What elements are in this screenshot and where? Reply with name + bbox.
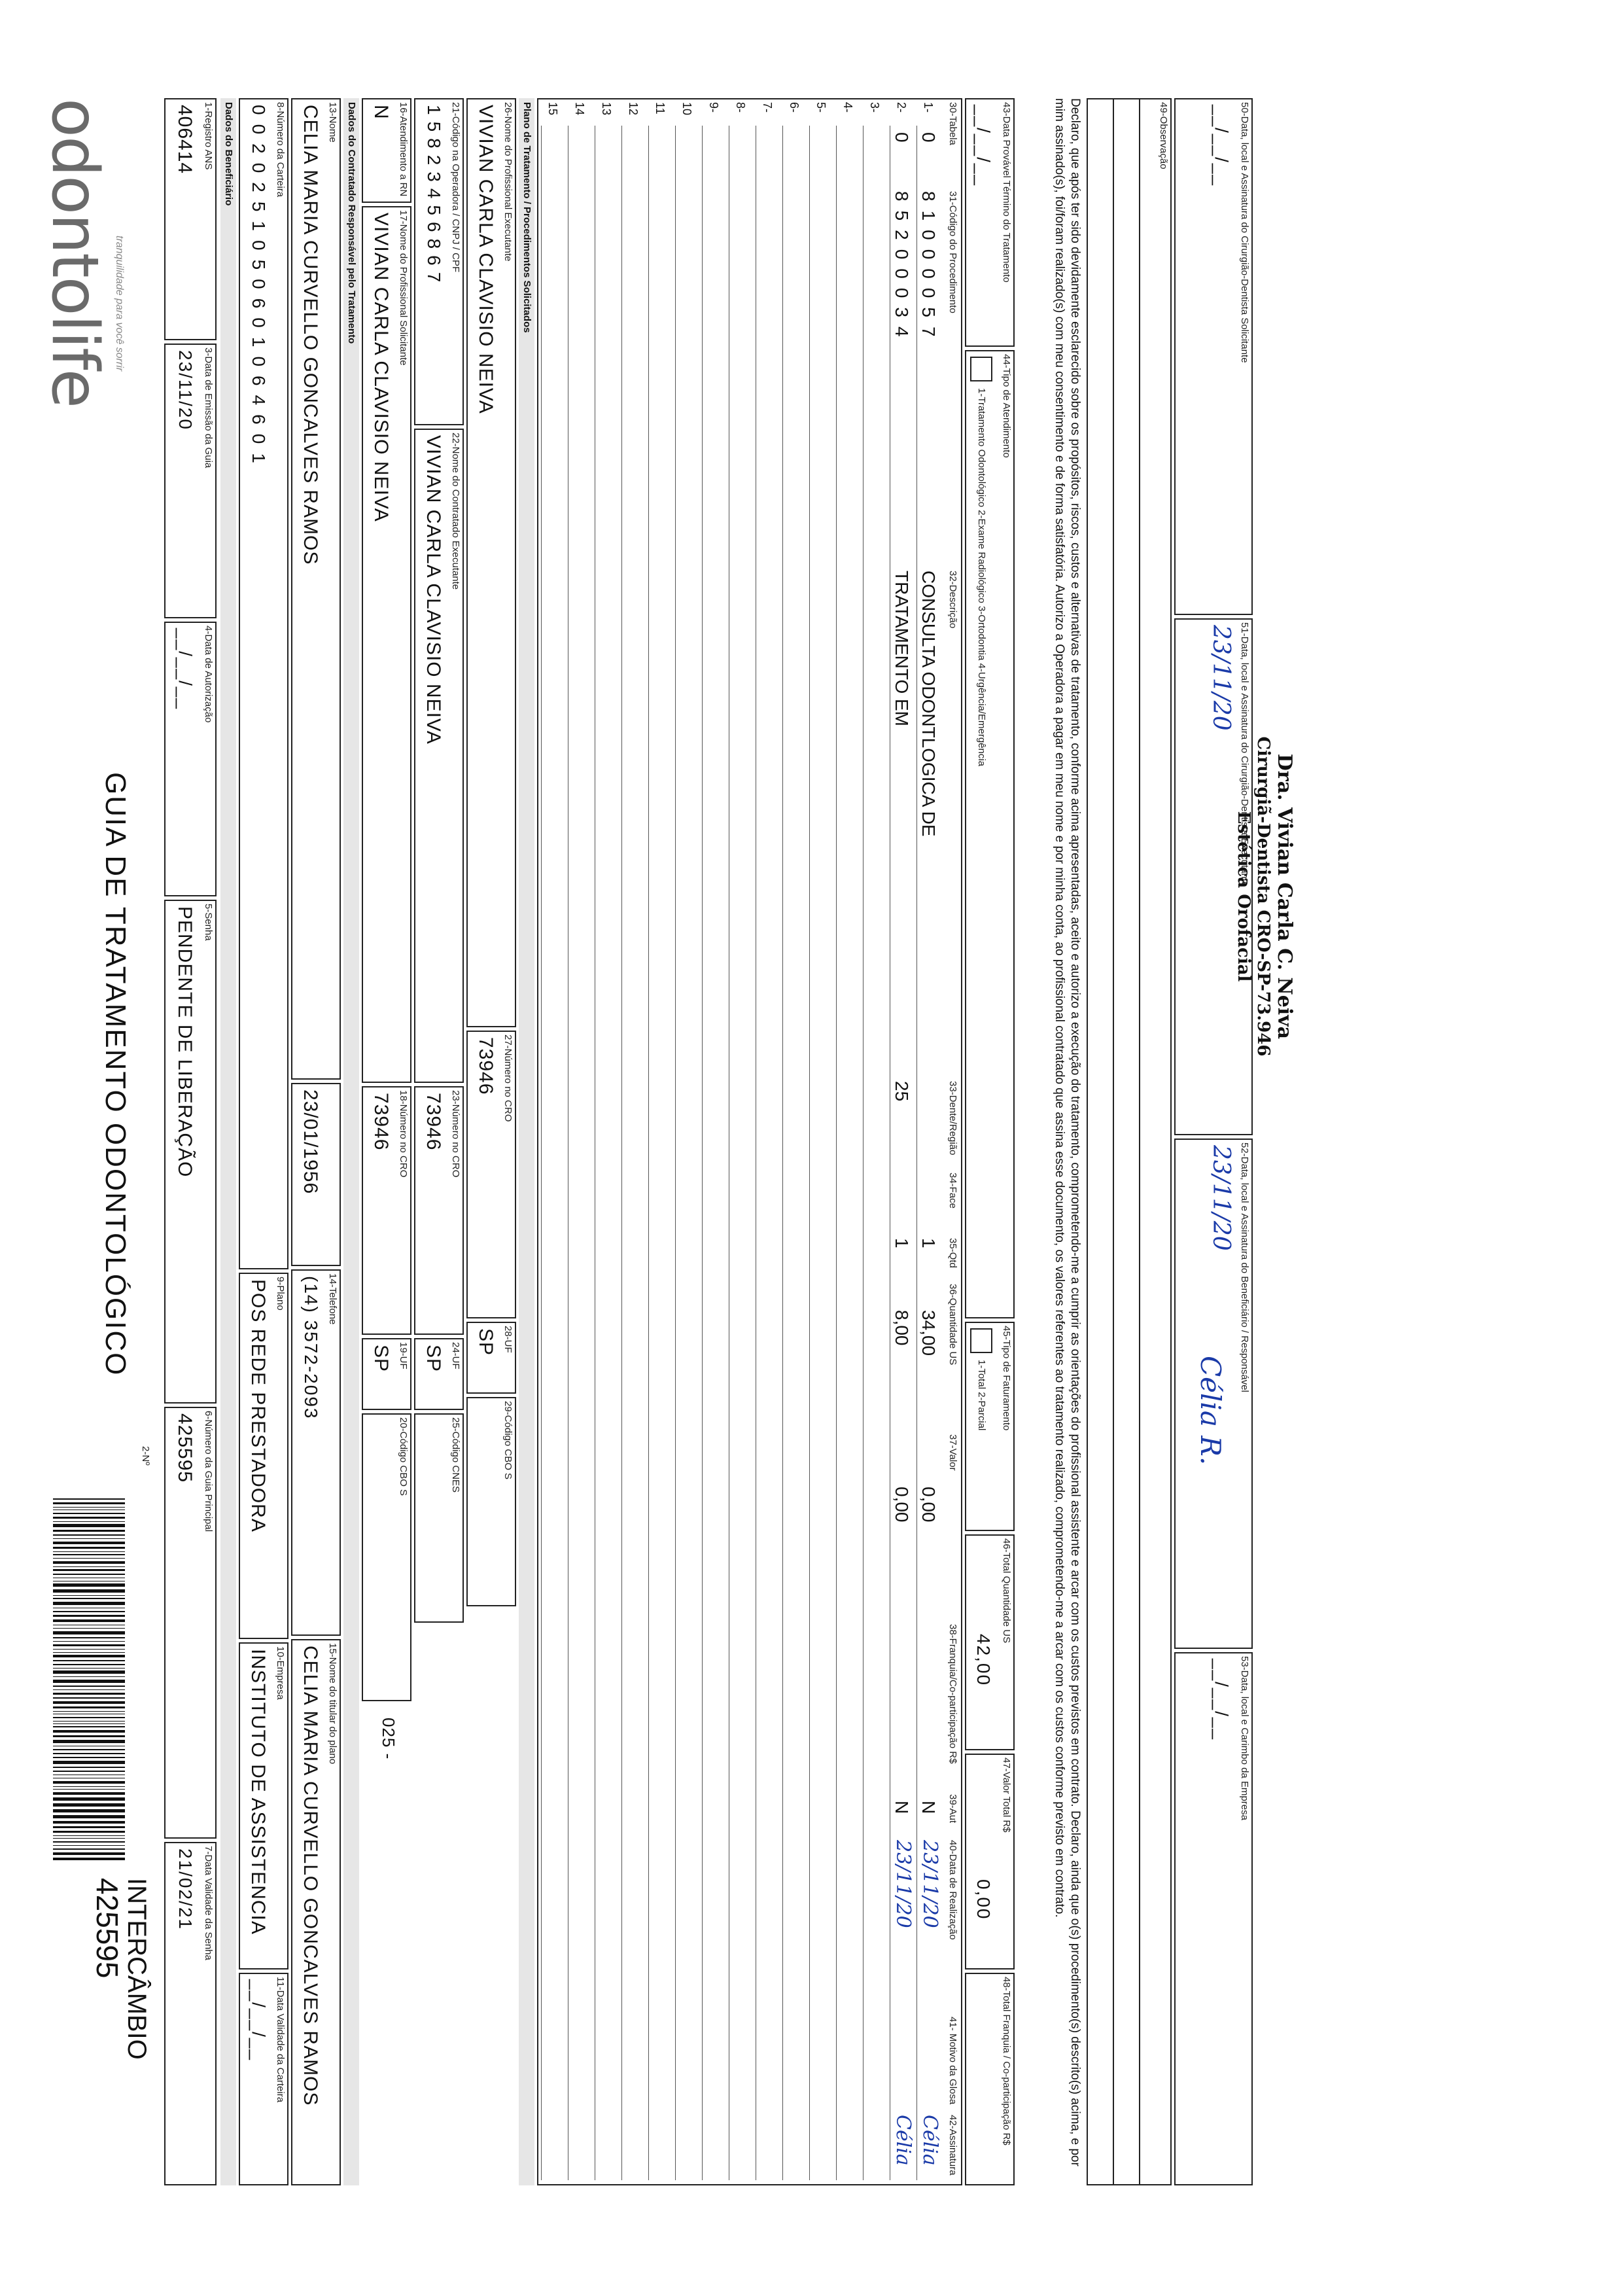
barcode-bar bbox=[53, 1689, 125, 1690]
col-desc-header: 32-Descrição bbox=[947, 571, 958, 629]
table-row bbox=[646, 99, 673, 2184]
cro3-field bbox=[466, 1031, 516, 1318]
barcode-bar bbox=[53, 1670, 125, 1674]
cro-value: 73946 bbox=[370, 1093, 392, 1151]
col-sign-header: 42-Assinatura bbox=[947, 2115, 958, 2176]
barcode-bar bbox=[53, 1611, 125, 1612]
uf2-value: SP bbox=[423, 1345, 444, 1373]
authorization-date-value: __/__/__ bbox=[175, 628, 196, 710]
uf3-field bbox=[466, 1322, 516, 1394]
table-row bbox=[700, 99, 727, 2184]
barcode-bar bbox=[53, 1558, 125, 1559]
barcode-bar bbox=[53, 1569, 125, 1571]
barcode-bar bbox=[53, 1530, 125, 1532]
barcode-bar bbox=[53, 1717, 125, 1718]
sig51-label: 51-Data, local e Assinatura do Cirurgião-Dentista Executante bbox=[1239, 622, 1250, 887]
card-number-value: 0020251050601064601 bbox=[249, 105, 269, 472]
table-row bbox=[673, 99, 700, 2184]
barcode-bar bbox=[53, 1797, 125, 1801]
table-row bbox=[539, 99, 566, 2184]
form-title: GUIA DE TRATAMENTO ODONTOLÓGICO bbox=[99, 772, 131, 1377]
uf-label: 19-UF bbox=[398, 1342, 409, 1369]
cell-table: 0 bbox=[918, 132, 939, 143]
main-guide-label: 6-Número da Guia Principal bbox=[203, 1411, 214, 1532]
col-code-header: 31-Código do Procedimento bbox=[947, 191, 958, 313]
col-face-header: 34-Face bbox=[947, 1173, 958, 1209]
password-field bbox=[164, 900, 217, 1404]
card-number-label: 8-Número da Carteira bbox=[275, 102, 286, 198]
barcode-bar bbox=[53, 1561, 125, 1564]
contractor-value: VIVIAN CARLA CLAVISIO NEIVA bbox=[423, 435, 444, 745]
sig53-field bbox=[1174, 1652, 1253, 2185]
barcode-bar bbox=[53, 1595, 125, 1596]
cbos-label: 20-Código CBO S bbox=[398, 1417, 409, 1496]
barcode-bar bbox=[53, 1628, 125, 1629]
barcode-bar bbox=[53, 1660, 125, 1661]
barcode-bar bbox=[53, 1706, 125, 1708]
col-reason-header: 41- Motivo da Glosa bbox=[947, 2017, 958, 2105]
cbos-field bbox=[362, 1413, 411, 1701]
barcode-bar bbox=[53, 1680, 125, 1683]
requester-value: VIVIAN CARLA CLAVISIO NEIVA bbox=[370, 213, 392, 522]
cell-value: 0,00 bbox=[918, 1487, 939, 1523]
barcode-bar bbox=[53, 1826, 125, 1828]
executor-label: 26-Nome do Profissional Executante bbox=[502, 102, 514, 262]
contractor-label: 22-Nome do Contratado Executante bbox=[450, 433, 461, 590]
cell-n: 10 bbox=[680, 102, 693, 116]
stamp-line2: Cirurgiã-Dentista CRO-SP-73.946 bbox=[1253, 736, 1273, 1057]
barcode-bar bbox=[53, 1721, 125, 1722]
requester-label: 17-Nome do Profissional Solicitante bbox=[398, 210, 409, 366]
cro3-label: 27-Número no CRO bbox=[502, 1034, 514, 1122]
table-row bbox=[620, 99, 646, 2184]
sig52-field bbox=[1174, 1139, 1253, 1649]
table-row bbox=[834, 99, 861, 2184]
col-value-header: 37-Valor bbox=[947, 1434, 958, 1471]
barcode-bar bbox=[53, 1513, 125, 1514]
barcode-bar bbox=[53, 1521, 125, 1522]
logo-tagline: tranquilidade para você sorrir bbox=[114, 236, 125, 372]
barcode-bar bbox=[53, 1652, 125, 1653]
total-copay-field bbox=[965, 1973, 1015, 2185]
cell-us: 34,00 bbox=[918, 1310, 939, 1356]
barcode-bar bbox=[53, 1711, 125, 1712]
total-value-label: 47-Valor Total R$ bbox=[1001, 1757, 1012, 1833]
total-us-value: 42,00 bbox=[973, 1634, 994, 1687]
total-value-value: 0,00 bbox=[973, 1879, 994, 1920]
barcode-bar bbox=[53, 1554, 125, 1555]
sig52-date: 23/11/20 bbox=[1208, 1145, 1234, 1251]
cell-code: 85200034 bbox=[892, 191, 912, 346]
uf2-field bbox=[414, 1338, 464, 1410]
barcode-bar bbox=[53, 1551, 125, 1552]
barcode-bar bbox=[53, 1686, 125, 1687]
barcode-bar bbox=[53, 1701, 125, 1704]
end-date-value: __/__/__ bbox=[973, 105, 994, 186]
barcode-bar bbox=[53, 1668, 125, 1669]
care-type-field bbox=[965, 350, 1015, 1318]
barcode-bar bbox=[53, 1655, 125, 1657]
uf3-value: SP bbox=[475, 1328, 497, 1356]
birth-date-value: 23/01/1956 bbox=[300, 1089, 321, 1195]
stamp-line3: Estética Orofacial bbox=[1234, 811, 1253, 982]
billing-type-box[interactable] bbox=[970, 1328, 992, 1353]
requester-field bbox=[362, 206, 411, 1083]
password-validity-label: 7-Data Validade da Senha bbox=[203, 1846, 214, 1960]
cell-us: 8,00 bbox=[892, 1310, 912, 1346]
col-date-header: 40-Data de Realização bbox=[947, 1840, 958, 1940]
cell-sign: Célia bbox=[892, 2115, 915, 2166]
procedures-table bbox=[537, 98, 962, 2185]
company-field bbox=[239, 1642, 288, 1969]
rn-value: N bbox=[370, 105, 392, 120]
cbos3-label: 29-Código CBO S bbox=[502, 1401, 514, 1480]
card-validity-value: __/__/__ bbox=[249, 1979, 269, 2061]
barcode-bar bbox=[53, 1838, 125, 1839]
company-label: 10-Empresa bbox=[275, 1646, 286, 1700]
contractor-field bbox=[414, 429, 464, 1083]
cell-date: 23/11/20 bbox=[918, 1840, 941, 1928]
barcode-bar bbox=[53, 1821, 125, 1824]
barcode-bar bbox=[53, 1664, 125, 1665]
guide-type: INTERCÂMBIO bbox=[122, 1878, 151, 2060]
barcode-bar bbox=[53, 1771, 125, 1772]
cell-qty: 1 bbox=[918, 1238, 939, 1248]
cell-sign: Célia bbox=[918, 2115, 941, 2166]
cell-n: 5- bbox=[814, 102, 828, 113]
phone-value: (14) 3572-2093 bbox=[301, 1276, 321, 1420]
cro-label: 18-Número no CRO bbox=[398, 1090, 409, 1178]
operator-code-label: 21-Código na Operadora / CNPJ / CPF bbox=[450, 102, 461, 273]
cnes-label: 25-Código CNES bbox=[450, 1417, 461, 1493]
cell-n: 6- bbox=[788, 102, 801, 113]
table-row bbox=[754, 99, 780, 2184]
cnes-field bbox=[414, 1413, 464, 1623]
holder-name-label: 15-Nome do titular do plano bbox=[327, 1643, 338, 1765]
end-date-label: 43-Data Provável Término do Tratamento bbox=[1001, 102, 1012, 283]
copy-number-label: 2-Nº bbox=[140, 1446, 151, 1466]
cell-n: 14 bbox=[573, 102, 586, 116]
beneficiary-section-header: Dados do Beneficiário bbox=[220, 98, 236, 2185]
ans-label: 1-Registro ANS bbox=[203, 102, 214, 170]
dentist-stamp bbox=[1234, 713, 1296, 1080]
end-date-field bbox=[965, 98, 1015, 347]
table-row bbox=[861, 99, 888, 2184]
barcode-bar bbox=[53, 1740, 125, 1743]
barcode-bar bbox=[53, 1524, 125, 1527]
holder-name-value: CELIA MARIA CURVELLO GONCALVES RAMOS bbox=[300, 1646, 321, 2106]
cell-n: 3- bbox=[868, 102, 881, 113]
consent-declaration: Declaro, que após ter sido devidamente esclarecido sobre os propósitos, riscos, custos e alternativas de tratamento, conforme acima apresentadas, aceito e autorizo a execução do tratamento, comprometendo-me a cumprir as orientações do profissional assistente e arcar com os custos previstos em contrato. Declaro, ainda que o(s) procedimento(s) descrito(s) acima, e por mim assinado(s), foi/foram realizado(s) com meu consentimento e de forma satisfatória. Autorizo a Operadora a pagar em meu nome e por minha conta, ao profissional contratado que assina esse documento, os valores referentes ao tratamento realizado, comprometendo-me a arcar com os custos conforme previsto em contrato. bbox=[1053, 98, 1082, 2166]
total-us-label: 46-Total Quantidade US bbox=[1001, 1538, 1012, 1644]
barcode-bar bbox=[53, 1767, 125, 1768]
table-row bbox=[807, 99, 834, 2184]
col-tooth-header: 33-Dente/Região bbox=[947, 1081, 958, 1156]
sig52-label: 52-Data, local e Assinatura do Beneficiário / Responsável bbox=[1239, 1142, 1250, 1392]
cell-desc: CONSULTA ODONTLOGICA DE bbox=[918, 571, 939, 837]
barcode-bar bbox=[53, 1538, 125, 1539]
barcode-bar bbox=[53, 1644, 125, 1646]
barcode-bar bbox=[53, 1723, 125, 1724]
total-value-field bbox=[965, 1754, 1015, 1969]
sig52-signature: Célia R. bbox=[1195, 1356, 1227, 1466]
table-row bbox=[915, 99, 941, 2184]
cell-n: 4- bbox=[841, 102, 854, 113]
company-value: INSTITUTO DE ASSISTENCIA bbox=[247, 1649, 269, 1935]
stamp-line1: Dra. Vivian Carla C. Neiva bbox=[1273, 753, 1296, 1040]
sig50-field bbox=[1174, 98, 1253, 615]
cell-value: 0,00 bbox=[892, 1487, 912, 1523]
main-guide-field bbox=[164, 1407, 217, 1839]
barcode-bar bbox=[53, 1848, 125, 1850]
cell-n: 8- bbox=[734, 102, 747, 113]
cell-n: 9- bbox=[707, 102, 720, 113]
operator-code-field bbox=[414, 98, 464, 425]
uf-value: SP bbox=[370, 1345, 392, 1373]
procedures-section-header: Plano de Tratamento / Procedimentos Solicitados bbox=[519, 98, 534, 2185]
barcode-bar bbox=[53, 1835, 125, 1836]
authorization-date-field bbox=[164, 622, 217, 896]
care-type-box[interactable] bbox=[970, 357, 992, 381]
phone-label: 14-Telefone bbox=[327, 1273, 338, 1325]
table-row bbox=[566, 99, 593, 2184]
card-validity-field bbox=[239, 1973, 288, 2185]
emission-date-value: 23/11/20 bbox=[175, 350, 196, 431]
cro2-field bbox=[414, 1086, 464, 1335]
col-table-header: 30-Tabela bbox=[947, 102, 958, 145]
table-row bbox=[593, 99, 620, 2184]
cell-qty: 1 bbox=[892, 1238, 912, 1248]
col-us-header: 36-Quantidade US bbox=[947, 1284, 958, 1366]
cell-n: 11 bbox=[654, 102, 667, 115]
barcode-bar bbox=[53, 1786, 125, 1787]
cro3-value: 73946 bbox=[475, 1037, 497, 1095]
plan-label: 9-Plano bbox=[275, 1277, 286, 1311]
barcode-bar bbox=[53, 1858, 125, 1860]
cell-aut: N bbox=[892, 1801, 912, 1814]
barcode-bar bbox=[53, 1852, 125, 1855]
barcode-bar bbox=[53, 1815, 125, 1818]
barcode-bar bbox=[53, 1566, 125, 1567]
barcode-bar bbox=[53, 1534, 125, 1536]
main-guide-value: 425595 bbox=[174, 1413, 196, 1483]
barcode-bar bbox=[53, 1619, 125, 1622]
barcode-bar bbox=[53, 1792, 125, 1795]
beneficiary-name-field bbox=[291, 98, 341, 1080]
rn-label: 16-Atendimento a RN bbox=[398, 102, 409, 197]
sig50-date: __/__/__ bbox=[1212, 105, 1232, 186]
barcode-bar bbox=[53, 1641, 125, 1642]
plan-value: POS REDE PRESTADORA bbox=[247, 1279, 269, 1532]
barcode-bar bbox=[53, 1789, 125, 1790]
emission-date-field bbox=[164, 344, 217, 618]
password-validity-field bbox=[164, 1842, 217, 2185]
executor-field bbox=[466, 98, 516, 1027]
barcode bbox=[53, 1498, 125, 1865]
barcode-bar bbox=[53, 1697, 125, 1699]
password-label: 5-Senha bbox=[203, 904, 214, 941]
table-row bbox=[888, 99, 915, 2184]
emission-date-label: 3-Data de Emissão da Guia bbox=[203, 347, 214, 468]
barcode-bar bbox=[53, 1693, 125, 1695]
barcode-bar bbox=[53, 1649, 125, 1650]
barcode-bar bbox=[53, 1542, 125, 1544]
executor-value: VIVIAN CARLA CLAVISIO NEIVA bbox=[475, 105, 497, 414]
col-qty-header: 35-Qtd bbox=[947, 1238, 958, 1268]
barcode-bar bbox=[53, 1507, 125, 1508]
cbos3-field bbox=[466, 1397, 516, 1606]
barcode-bar bbox=[53, 1589, 125, 1593]
total-copay-label: 48-Total Franquia / Co-participação R$ bbox=[1001, 1977, 1012, 2146]
cell-desc: TRATAMENTO EM bbox=[892, 571, 912, 726]
barcode-bar bbox=[53, 1583, 125, 1587]
total-us-field bbox=[965, 1534, 1015, 1750]
sig51-date: 23/11/20 bbox=[1208, 625, 1234, 731]
barcode-bar bbox=[53, 1502, 125, 1504]
sig53-date: __/__/__ bbox=[1212, 1659, 1232, 1740]
ans-value: 406414 bbox=[174, 105, 196, 175]
cell-aut: N bbox=[918, 1801, 939, 1814]
barcode-bar bbox=[53, 1517, 125, 1519]
cro-field bbox=[362, 1086, 411, 1335]
beneficiary-name-label: 13-Nome bbox=[327, 102, 338, 143]
cell-table: 0 bbox=[892, 132, 912, 143]
uf3-label: 28-UF bbox=[502, 1326, 514, 1353]
barcode-bar bbox=[53, 1803, 125, 1807]
cell-code: 81000057 bbox=[918, 191, 939, 346]
barcode-bar bbox=[53, 1753, 125, 1754]
barcode-bar bbox=[53, 1757, 125, 1758]
barcode-bar bbox=[53, 1831, 125, 1833]
barcode-bar bbox=[53, 1735, 125, 1737]
cbos-value: 025 - bbox=[379, 1718, 398, 1760]
barcode-bar bbox=[53, 1602, 125, 1605]
card-number-field bbox=[239, 98, 288, 1269]
cell-n: 2- bbox=[895, 102, 908, 113]
barcode-bar bbox=[53, 1637, 125, 1638]
phone-field bbox=[291, 1269, 341, 1636]
plan-field bbox=[239, 1273, 288, 1639]
password-validity-value: 21/02/21 bbox=[175, 1848, 196, 1930]
table-row bbox=[780, 99, 807, 2184]
cell-n: 15 bbox=[546, 102, 559, 116]
billing-type-field bbox=[965, 1322, 1015, 1531]
barcode-bar bbox=[53, 1498, 125, 1500]
barcode-bar bbox=[53, 1547, 125, 1549]
observation-label: 49-Observação bbox=[1158, 102, 1169, 169]
cell-tooth: 25 bbox=[892, 1081, 912, 1102]
care-type-options: 1-Tratamento Odontológico 2-Exame Radiológico 3-Ortodontia 4-Urgência/Emergência bbox=[976, 388, 987, 767]
guide-number: 425595 bbox=[90, 1878, 124, 1979]
table-row bbox=[727, 99, 754, 2184]
barcode-bar bbox=[53, 1749, 125, 1750]
barcode-bar bbox=[53, 1615, 125, 1617]
cell-n: 7- bbox=[761, 102, 774, 113]
col-aut-header: 39-Aut bbox=[947, 1794, 958, 1824]
cell-n: 13 bbox=[600, 102, 613, 116]
barcode-bar bbox=[53, 1676, 125, 1677]
barcode-bar bbox=[53, 1841, 125, 1843]
observation-field[interactable] bbox=[1087, 98, 1172, 2185]
beneficiary-name-value: CELIA MARIA CURVELLO GONCALVES RAMOS bbox=[300, 105, 321, 565]
holder-name-field bbox=[291, 1639, 341, 2185]
cell-n: 12 bbox=[627, 102, 640, 116]
cell-date: 23/11/20 bbox=[892, 1840, 915, 1928]
barcode-bar bbox=[53, 1781, 125, 1784]
col-copay-header: 38-Franquia/Co-participação R$ bbox=[947, 1624, 958, 1764]
barcode-bar bbox=[53, 1809, 125, 1812]
cro2-label: 23-Número no CRO bbox=[450, 1090, 461, 1178]
cell-n: 1- bbox=[922, 102, 935, 113]
barcode-bar bbox=[53, 1574, 125, 1575]
uf2-label: 24-UF bbox=[450, 1342, 461, 1369]
barcode-bar bbox=[53, 1845, 125, 1846]
care-type-label: 44-Tipo de Atendimento bbox=[1001, 354, 1012, 458]
contracted-section-header: Dados do Contratado Responsável pelo Tratamento bbox=[343, 98, 359, 2185]
card-validity-label: 11-Data Validade da Carteira bbox=[275, 1977, 286, 2103]
cro2-value: 73946 bbox=[423, 1093, 444, 1151]
ans-field bbox=[164, 98, 217, 340]
barcode-bar bbox=[53, 1761, 125, 1764]
barcode-bar bbox=[53, 1631, 125, 1634]
birth-date-field bbox=[291, 1083, 341, 1266]
authorization-date-label: 4-Data de Autorização bbox=[203, 626, 214, 723]
password-value: PENDENTE DE LIBERAÇÃO bbox=[174, 906, 196, 1178]
barcode-bar bbox=[53, 1598, 125, 1599]
odontolife-logo: odontolife bbox=[37, 98, 112, 407]
sig53-label: 53-Data, local e Carimbo da Empresa bbox=[1239, 1656, 1250, 1820]
sig50-label: 50-Data, local e Assinatura do Cirurgião-Dentista Solicitante bbox=[1239, 102, 1250, 363]
uf-field bbox=[362, 1338, 411, 1410]
barcode-bar bbox=[53, 1726, 125, 1727]
operator-code-value: 15823456867 bbox=[424, 105, 444, 289]
rn-field bbox=[362, 98, 411, 203]
billing-type-label: 45-Tipo de Faturamento bbox=[1001, 1326, 1012, 1431]
barcode-bar bbox=[53, 1730, 125, 1733]
billing-type-options: 1-Total 2-Parcial bbox=[976, 1360, 987, 1431]
